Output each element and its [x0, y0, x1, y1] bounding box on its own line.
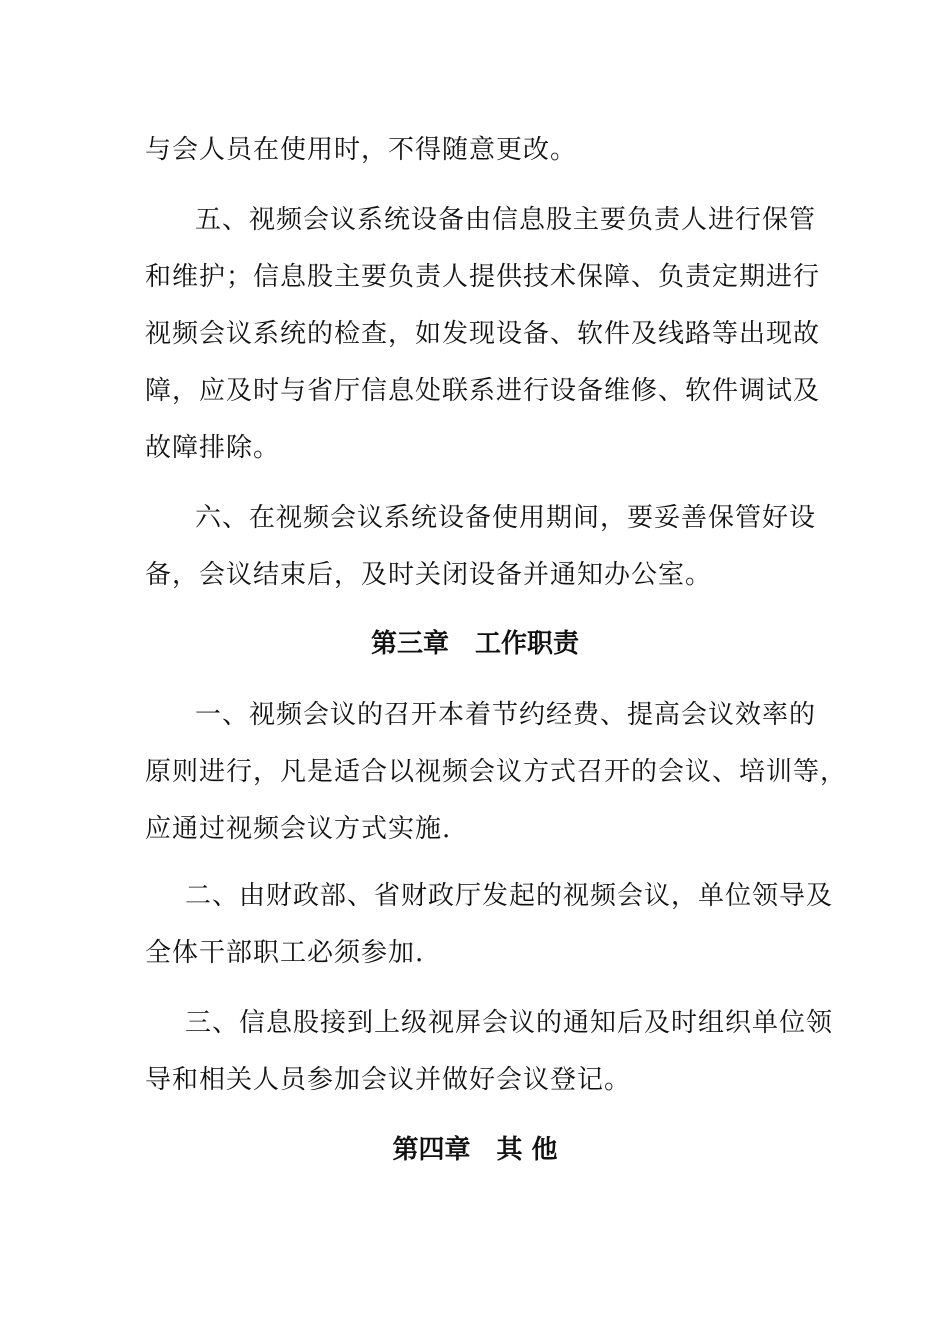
- paragraph-line: 全体干部职工必须参加.: [145, 938, 425, 968]
- paragraph-line: 一、视频会议的召开本着节约经费、提高会议效率的: [195, 700, 817, 730]
- paragraph-line: 五、视频会议系统设备由信息股主要负责人进行保管: [195, 205, 817, 235]
- paragraph-line: 二、由财政部、省财政厅发起的视频会议，单位领导及: [185, 881, 834, 911]
- chapter-heading: 第三章 工作职责: [370, 629, 579, 659]
- paragraph-line: 原则进行，凡是适合以视频会议方式召开的会议、培训等，: [145, 757, 848, 787]
- paragraph-line: 故障排除。: [145, 433, 281, 463]
- paragraph-line: 三、信息股接到上级视屏会议的通知后及时组织单位领: [185, 1008, 834, 1038]
- paragraph-line: 导和相关人员参加会议并做好会议登记。: [145, 1065, 632, 1095]
- paragraph-line: 视频会议系统的检查，如发现设备、软件及线路等出现故: [145, 319, 821, 349]
- paragraph-line: 障，应及时与省厅信息处联系进行设备维修、软件调试及: [145, 376, 821, 406]
- paragraph-line: 备，会议结束后，及时关闭设备并通知办公室。: [145, 560, 713, 590]
- paragraph-line: 与会人员在使用时，不得随意更改。: [145, 135, 578, 165]
- paragraph-line: 六、在视频会议系统设备使用期间，要妥善保管好设: [195, 503, 817, 533]
- paragraph-line: 应通过视频会议方式实施.: [145, 814, 452, 844]
- chapter-heading: 第四章 其 他: [392, 1135, 558, 1165]
- paragraph-line: 和维护；信息股主要负责人提供技术保障、负责定期进行: [145, 262, 821, 292]
